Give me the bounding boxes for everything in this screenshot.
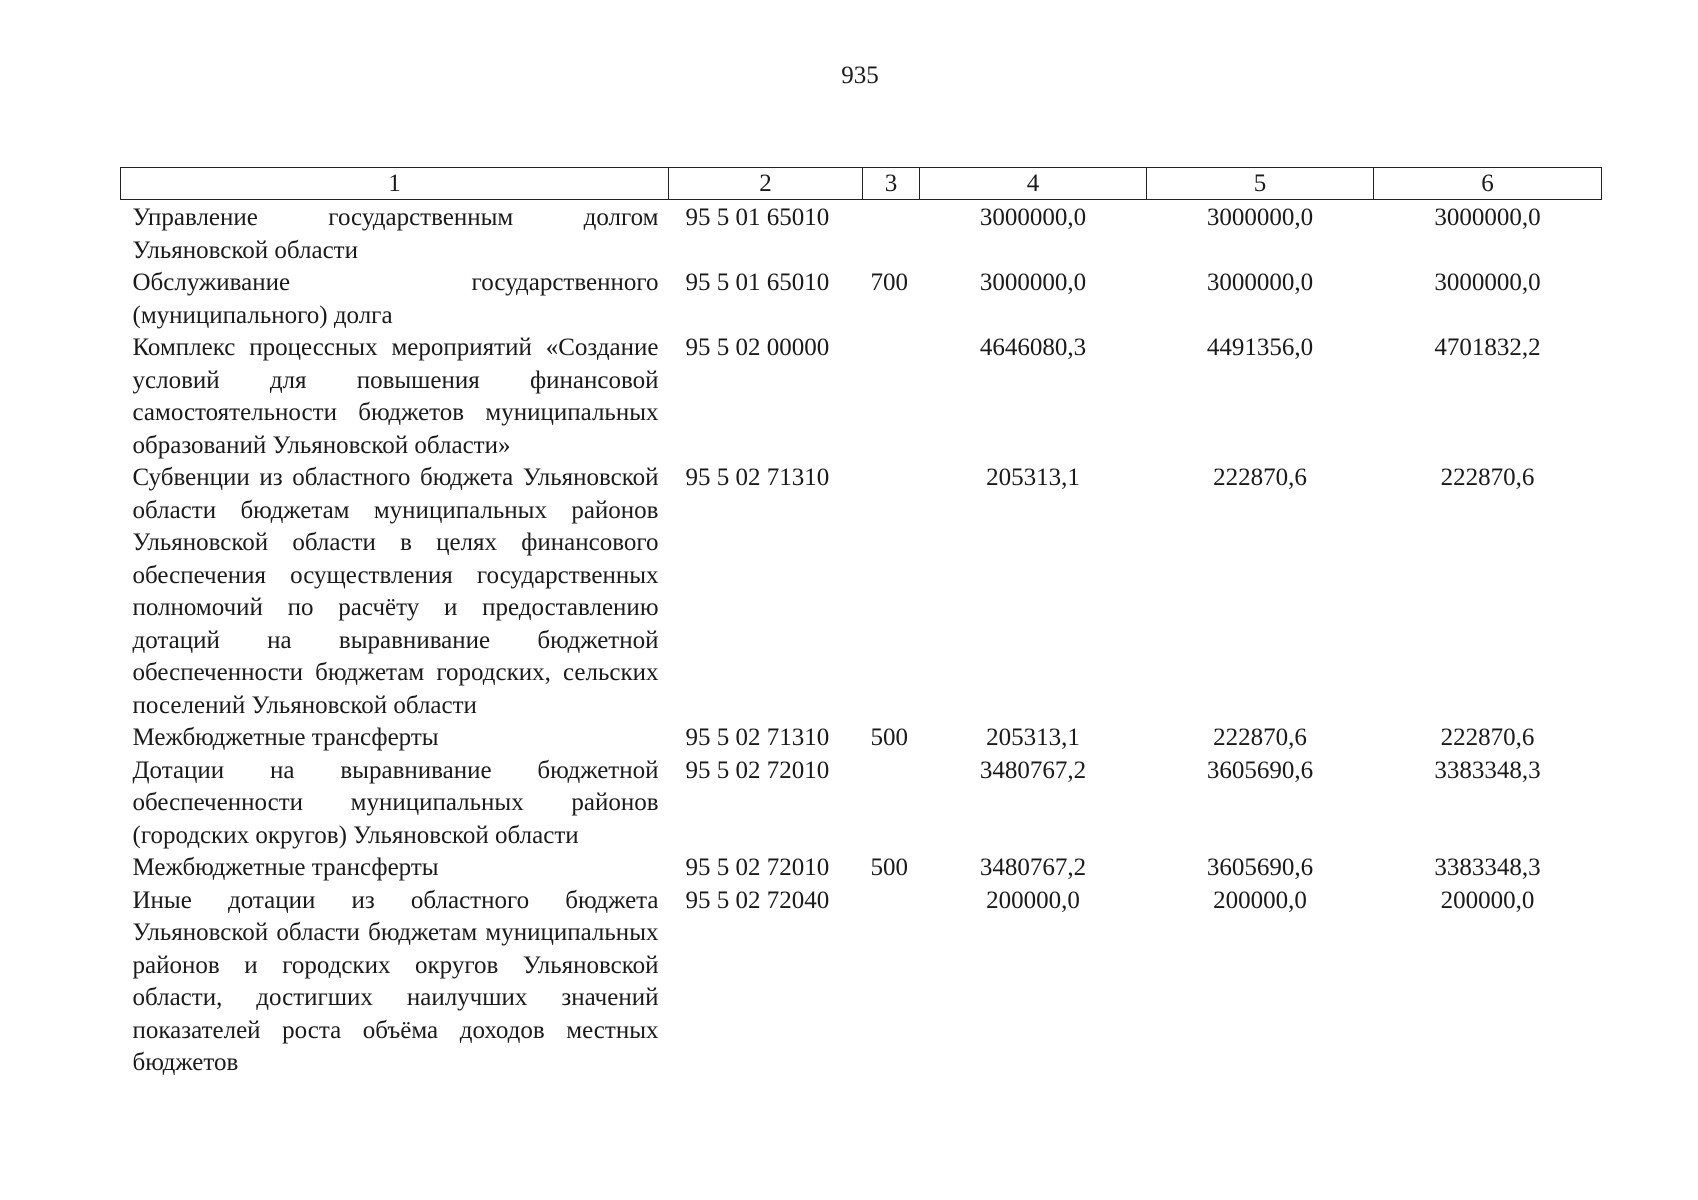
row-value-col4: 3000000,0: [979, 269, 1087, 296]
row-value-col5: 222870,6: [1213, 724, 1307, 751]
header-col-6: 6: [1374, 168, 1602, 200]
row-expense-type: [863, 462, 920, 722]
row-expense-type: 500: [870, 724, 908, 751]
row-value-col4: 200000,0: [986, 886, 1080, 914]
row-name: Иные дотации из областного бюджета Ульяновской области бюджетам муниципальных районов и городских округов Ульяновской области, достигших наилучших значений показателей роста объёма доходов местных бюджетов: [132, 886, 659, 1076]
row-code: 95 5 02 00000: [685, 334, 830, 361]
row-value-col6: 200000,0: [1440, 886, 1535, 914]
table-row: [121, 885, 1602, 1080]
row-value-col5: 3605690,6: [1206, 756, 1314, 784]
row-name: Комплекс процессных мероприятий «Создание условий для повышения финансовой самостоятельности бюджетов муниципальных образований Ульяновской области»: [132, 334, 659, 459]
row-expense-type: 700: [870, 269, 908, 296]
row-value-col4: 3000000,0: [979, 204, 1087, 231]
row-code: 95 5 02 71310: [685, 464, 830, 491]
header-col-4: 4: [920, 168, 1147, 200]
header-col-3: 3: [863, 168, 920, 200]
page-number: 935: [841, 62, 879, 89]
row-name: Дотации на выравнивание бюджетной обеспеченности муниципальных районов (городских округов) Ульяновской области: [132, 756, 659, 849]
budget-table: [120, 167, 1602, 1080]
row-value-col4: 205313,1: [986, 724, 1080, 751]
row-value-col4: 3480767,2: [979, 756, 1087, 784]
row-value-col5: 3000000,0: [1206, 269, 1314, 296]
row-code: 95 5 01 65010: [685, 269, 830, 296]
row-value-col5: 222870,6: [1213, 464, 1307, 491]
row-value-col6: 4701832,2: [1434, 334, 1541, 361]
row-name: Субвенции из областного бюджета Ульяновской области бюджетам муниципальных районов Ульяновской области в целях финансового обеспечения осуществления государственных полномочий по расчёту и предоставлению дотаций на выравнивание бюджетной обеспеченности бюджетам городских, сельских поселений Ульяновской области: [132, 464, 659, 719]
table-header: [121, 168, 1602, 200]
table-row: [121, 722, 1602, 755]
row-value-col4: 4646080,3: [979, 334, 1087, 361]
row-expense-type: 500: [870, 854, 908, 881]
table-body: [121, 200, 1602, 1080]
row-name: Межбюджетные трансферты: [132, 854, 439, 881]
row-expense-type: [863, 885, 920, 1080]
row-expense-type: [863, 755, 920, 853]
header-row: [121, 168, 1602, 200]
table-row: [121, 852, 1602, 885]
row-code: 95 5 02 72010: [685, 854, 830, 881]
row-code: 95 5 02 72010: [685, 756, 830, 784]
row-value-col5: 3605690,6: [1206, 854, 1314, 881]
row-value-col6: 3000000,0: [1434, 204, 1541, 231]
row-value-col4: 3480767,2: [979, 854, 1087, 881]
row-expense-type: [863, 200, 920, 268]
row-name: Межбюджетные трансферты: [132, 724, 439, 751]
table-row: [121, 332, 1602, 462]
row-code: 95 5 02 71310: [685, 724, 830, 751]
row-value-col6: 3000000,0: [1434, 269, 1541, 296]
row-value-col5: 200000,0: [1213, 886, 1307, 914]
header-col-2: 2: [669, 168, 863, 200]
row-value-col6: 3383348,3: [1434, 756, 1541, 784]
header-col-1: 1: [121, 168, 669, 200]
row-value-col6: 3383348,3: [1434, 854, 1541, 881]
row-code: 95 5 02 72040: [685, 886, 830, 914]
header-col-5: 5: [1147, 168, 1374, 200]
row-value-col6: 222870,6: [1440, 724, 1535, 751]
table-row: [121, 755, 1602, 853]
row-name: Обслуживание государственного (муниципального) долга: [132, 269, 659, 329]
row-value-col4: 205313,1: [986, 464, 1080, 491]
table-row: [121, 267, 1602, 332]
row-value-col5: 4491356,0: [1206, 334, 1314, 361]
table-row: [121, 200, 1602, 268]
row-value-col6: 222870,6: [1440, 464, 1535, 491]
row-expense-type: [863, 332, 920, 462]
row-value-col5: 3000000,0: [1206, 204, 1314, 231]
table-row: [121, 462, 1602, 722]
row-code: 95 5 01 65010: [685, 204, 830, 231]
row-name: Управление государственным долгом Ульяновской области: [132, 204, 659, 264]
